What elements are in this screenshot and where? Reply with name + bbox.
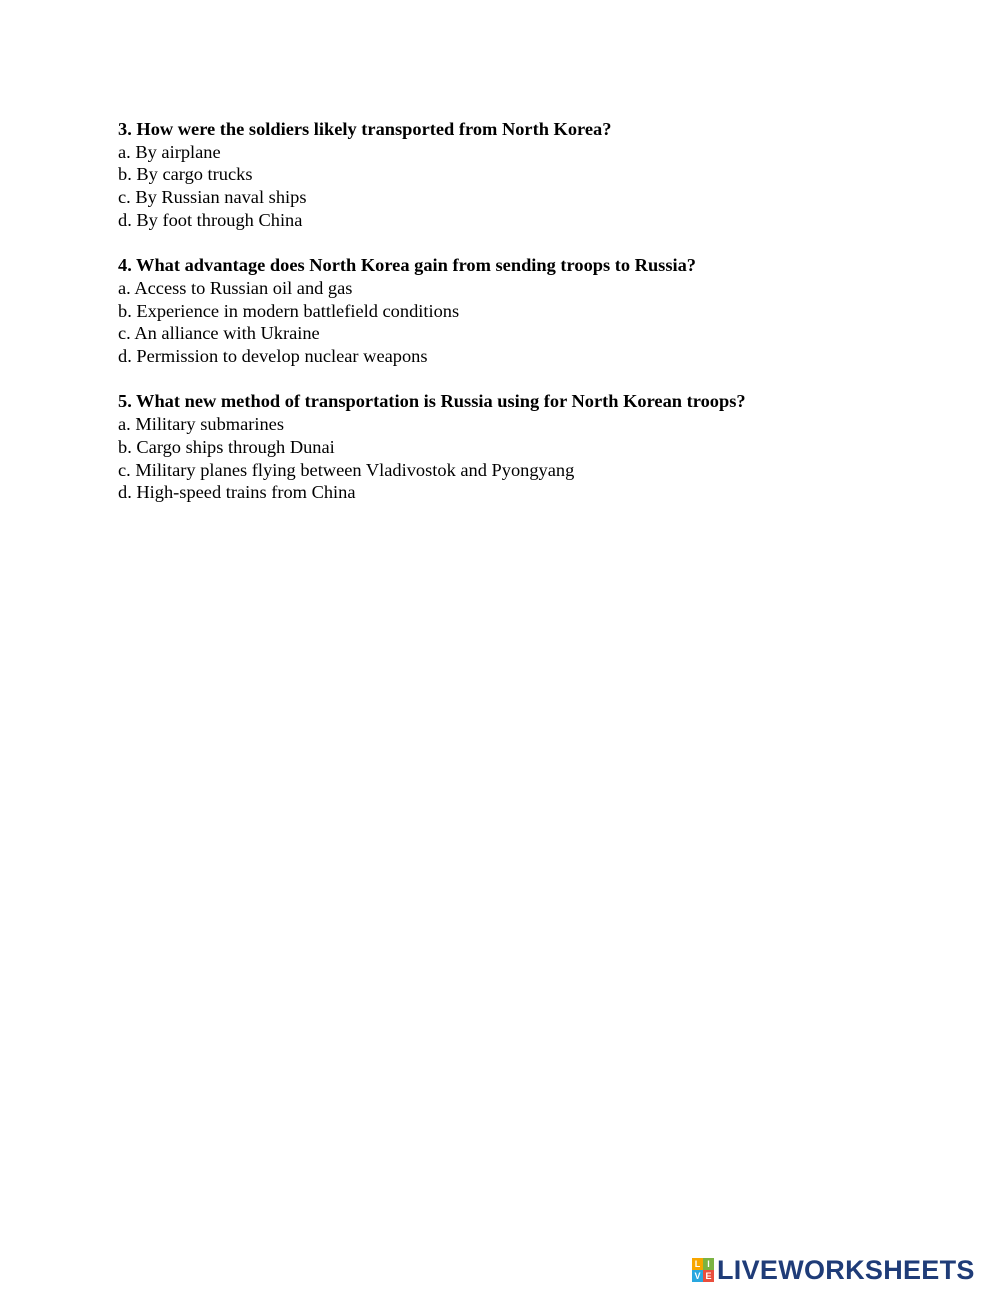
answer-option: c. An alliance with Ukraine: [118, 323, 320, 344]
logo-mark-letter: L: [692, 1258, 703, 1270]
worksheet: [118, 118, 938, 527]
question-5: [118, 390, 938, 504]
question-4: [118, 254, 938, 368]
logo-mark-letter: V: [692, 1270, 703, 1282]
answer-option: d. High-speed trains from China: [118, 482, 356, 503]
answer-option: b. Cargo ships through Dunai: [118, 436, 335, 457]
answer-option: d. Permission to develop nuclear weapons: [118, 346, 428, 367]
answer-option: b. Experience in modern battlefield conditions: [118, 300, 460, 321]
answer-option: a. By airplane: [118, 141, 221, 162]
logo-mark-letter: I: [703, 1258, 714, 1270]
liveworksheets-logo: [692, 1256, 975, 1284]
liveworksheets-mark-icon: [692, 1258, 714, 1282]
answer-option: a. Military submarines: [118, 414, 284, 435]
logo-mark-letter: E: [703, 1270, 714, 1282]
answer-option: a. Access to Russian oil and gas: [118, 277, 353, 298]
answer-option: d. By foot through China: [118, 209, 303, 230]
question-3: [118, 118, 938, 232]
answer-option: c. By Russian naval ships: [118, 187, 307, 208]
question-text: 5. What new method of transportation is Russia using for North Korean troops?: [118, 391, 746, 412]
question-text: 4. What advantage does North Korea gain from sending troops to Russia?: [118, 255, 696, 276]
question-text: 3. How were the soldiers likely transported from North Korea?: [118, 119, 612, 139]
logo-text: LIVEWORKSHEETS: [717, 1255, 975, 1285]
answer-option: c. Military planes flying between Vladivostok and Pyongyang: [118, 459, 575, 480]
answer-option: b. By cargo trucks: [118, 164, 253, 185]
